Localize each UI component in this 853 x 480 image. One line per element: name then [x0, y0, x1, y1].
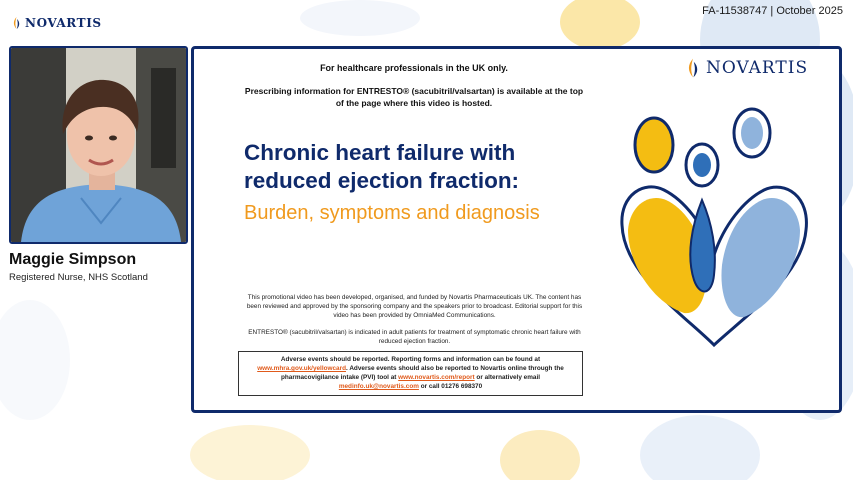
promotional-disclaimer: This promotional video has been developed, organised, and funded by Novartis Pharmaceuticals UK. The content has been reviewed and approved by the sponsoring company and the speakers prior to broadcast. Editorial support for this video has been provided by OmniaMed Communications. [246, 294, 583, 319]
indication-statement: ENTRESTO® (sacubitril/valsartan) is indicated in adult patients for treatment of symptomatic chronic heart failure with reduced ejection fraction. [248, 329, 581, 345]
adverse-events-box [238, 351, 583, 396]
ae-text-3: or alternatively email [476, 374, 541, 381]
reference-code: FA-11538747 | October 2025 [702, 5, 843, 17]
speaker-name: Maggie Simpson [9, 251, 137, 268]
prescribing-info-notice: Prescribing information for ENTRESTO® (sacubitril/valsartan) is available at the top of the page where this video is hosted. [244, 86, 584, 108]
speaker-role: Registered Nurse, NHS Scotland [9, 272, 148, 283]
novartis-report-link[interactable]: www.novartis.com/report [398, 374, 475, 381]
logo-wordmark: NOVARTIS [25, 16, 102, 30]
medinfo-email-link[interactable]: medinfo.uk@novartis.com [338, 383, 419, 390]
slide-logo-wordmark: NOVARTIS [706, 58, 809, 78]
slide-novartis-logo [686, 57, 808, 79]
speaker-video-frame [11, 48, 186, 242]
header-novartis-logo [12, 16, 102, 30]
presentation-slide [191, 46, 842, 413]
yellowcard-link[interactable]: www.mhra.gov.uk/yellowcard [257, 365, 346, 372]
audience-notice: For healthcare professionals in the UK only. [320, 63, 508, 73]
ae-text-4: or call 01276 698370 [420, 383, 483, 390]
ae-text-2: . Adverse events should also be reported to Novartis online through the pharmacovigilance intake (PVI) tool at [280, 365, 564, 381]
flame-logo-icon [686, 57, 700, 79]
heart-family-illustration [614, 105, 814, 355]
ae-text-1: Adverse events should be reported. Reporting forms and information can be found at [280, 356, 541, 363]
speaker-video [9, 46, 188, 244]
slide-subtitle: Burden, symptoms and diagnosis [244, 202, 540, 224]
flame-logo-icon [12, 16, 21, 30]
slide-title: Chronic heart failure with reduced ejection fraction: [244, 140, 520, 193]
